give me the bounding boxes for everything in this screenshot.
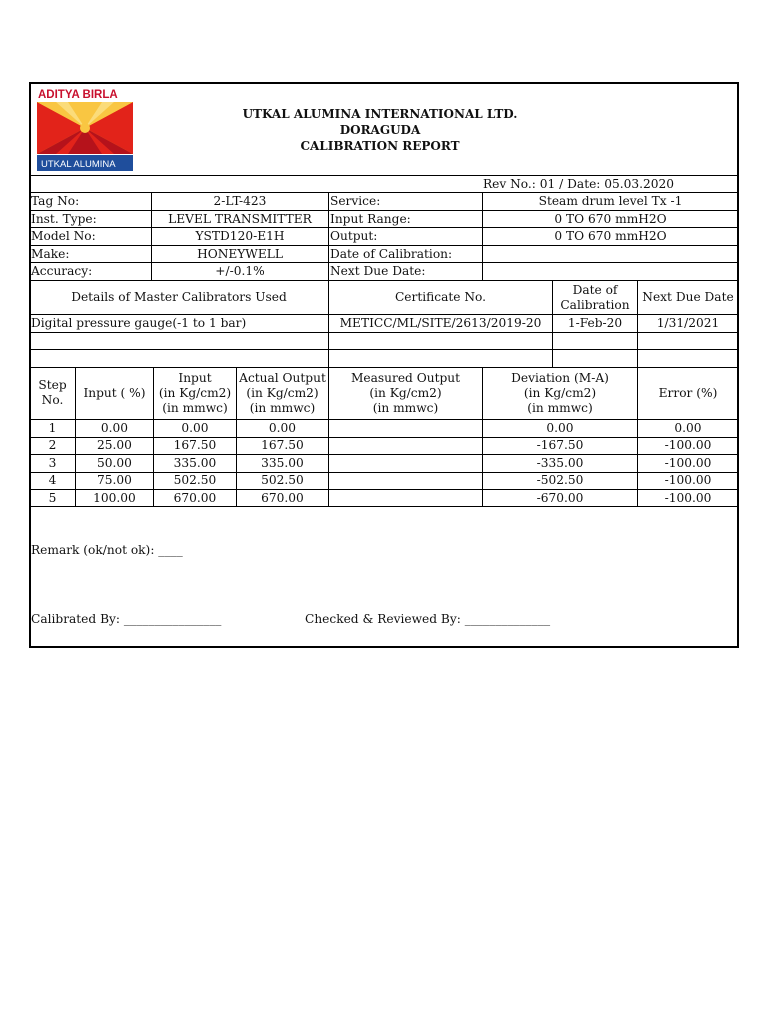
input-percent-cell: 0.00 (100, 421, 129, 435)
master-date-header-line1: Date of (572, 283, 618, 297)
divider (29, 454, 739, 455)
master-cal-date: 1-Feb-20 (567, 316, 623, 330)
input-header-line2: (in Kg/cm2) (158, 386, 232, 400)
input-cell: 335.00 (173, 456, 217, 470)
deviation-cell: -167.50 (536, 438, 584, 452)
input-percent-cell: 50.00 (97, 456, 132, 470)
input-percent-cell: 100.00 (93, 491, 136, 505)
type-value: LEVEL TRANSMITTER (168, 212, 312, 226)
location: DORAGUDA (339, 123, 421, 137)
error-cell: -100.00 (664, 491, 712, 505)
step-cell: 2 (48, 438, 57, 452)
divider (29, 280, 739, 281)
divider (29, 245, 739, 246)
svg-text:ADITYA BIRLA: ADITYA BIRLA (38, 89, 118, 101)
output-value: 0 TO 670 mmH2O (554, 229, 667, 243)
tag-value: 2-LT-423 (213, 194, 267, 208)
divider (29, 367, 739, 368)
step-cell: 5 (48, 491, 57, 505)
step-header-line1: Step (38, 378, 67, 392)
actual-cell: 502.50 (261, 473, 304, 487)
measured-header-line3: (in mmwc) (372, 401, 439, 415)
divider (29, 192, 739, 193)
actual-header-line1: Actual Output (239, 371, 326, 385)
master-next-due: 1/31/2021 (656, 316, 720, 330)
deviation-cell: -335.00 (536, 456, 584, 470)
make-label: Make: (31, 247, 70, 261)
aditya-birla-logo (36, 86, 134, 172)
company-name: UTKAL ALUMINA INTERNATIONAL LTD. (242, 107, 518, 121)
input-percent-cell: 25.00 (97, 438, 132, 452)
error-cell: -100.00 (664, 456, 712, 470)
divider (29, 227, 739, 228)
make-value: HONEYWELL (197, 247, 283, 261)
service-label: Service: (330, 194, 381, 208)
actual-cell: 167.50 (261, 438, 304, 452)
range-label: Input Range: (330, 212, 411, 226)
tag-label: Tag No: (31, 194, 80, 208)
input-cell: 0.00 (181, 421, 209, 435)
master-next-due-header: Next Due Date (642, 290, 734, 304)
actual-cell: 670.00 (261, 491, 304, 505)
divider (29, 314, 739, 315)
calibration-date-label: Date of Calibration: (330, 247, 453, 261)
divider (29, 506, 739, 507)
next-due-label: Next Due Date: (330, 264, 426, 278)
master-date-header-line2: Calibration (560, 298, 630, 312)
step-header-line2: No. (41, 393, 64, 407)
type-label: Inst. Type: (31, 212, 97, 226)
svg-text:UTKAL ALUMINA: UTKAL ALUMINA (41, 159, 116, 170)
step-cell: 3 (48, 456, 57, 470)
divider (29, 489, 739, 490)
actual-header-line3: (in mmwc) (249, 401, 316, 415)
divider (29, 175, 739, 176)
step-cell: 4 (48, 473, 57, 487)
report-sheet (29, 82, 739, 648)
step-cell: 1 (48, 421, 57, 435)
divider (29, 332, 739, 333)
measured-header-line1: Measured Output (350, 371, 461, 385)
input-cell: 167.50 (173, 438, 217, 452)
actual-cell: 0.00 (268, 421, 297, 435)
revision-info: Rev No.: 01 / Date: 05.03.2020 (483, 177, 675, 191)
deviation-cell: -670.00 (536, 491, 584, 505)
divider (29, 349, 739, 350)
divider (29, 262, 739, 263)
service-value: Steam drum level Tx -1 (538, 194, 683, 208)
divider (29, 210, 739, 211)
model-label: Model No: (31, 229, 96, 243)
deviation-cell: -502.50 (536, 473, 584, 487)
actual-cell: 335.00 (261, 456, 304, 470)
master-certificate: METICC/ML/SITE/2613/2019-20 (339, 316, 542, 330)
error-cell: -100.00 (664, 438, 712, 452)
accuracy-label: Accuracy: (31, 264, 93, 278)
deviation-cell: 0.00 (546, 421, 574, 435)
error-header: Error (%) (658, 386, 718, 400)
actual-header-line2: (in Kg/cm2) (246, 386, 319, 400)
input-header-line3: (in mmwc) (162, 401, 228, 415)
accuracy-value: +/-0.1% (215, 264, 265, 278)
measured-header-line2: (in Kg/cm2) (369, 386, 442, 400)
input-percent-cell: 75.00 (97, 473, 132, 487)
calibrated-by-field: Calibrated By: ________________ (31, 612, 222, 626)
master-instrument: Digital pressure gauge(-1 to 1 bar) (31, 316, 247, 330)
input-cell: 502.50 (173, 473, 217, 487)
error-cell: 0.00 (674, 421, 702, 435)
output-label: Output: (330, 229, 378, 243)
deviation-header-line1: Deviation (M-A) (511, 371, 609, 385)
input-percent-header: Input ( %) (83, 386, 146, 400)
input-cell: 670.00 (173, 491, 217, 505)
deviation-header-line3: (in mmwc) (527, 401, 593, 415)
deviation-header-line2: (in Kg/cm2) (523, 386, 597, 400)
range-value: 0 TO 670 mmH2O (554, 212, 667, 226)
input-header-line1: Input (178, 371, 212, 385)
report-title: CALIBRATION REPORT (300, 139, 460, 153)
certificate-header: Certificate No. (394, 290, 487, 304)
error-cell: -100.00 (664, 473, 712, 487)
master-details-header: Details of Master Calibrators Used (71, 290, 287, 304)
grid-line (328, 192, 329, 280)
remark-field: Remark (ok/not ok): ____ (31, 543, 183, 557)
model-value: YSTD120-E1H (195, 229, 285, 243)
checked-by-field: Checked & Reviewed By: ______________ (305, 612, 551, 626)
divider (29, 419, 739, 420)
